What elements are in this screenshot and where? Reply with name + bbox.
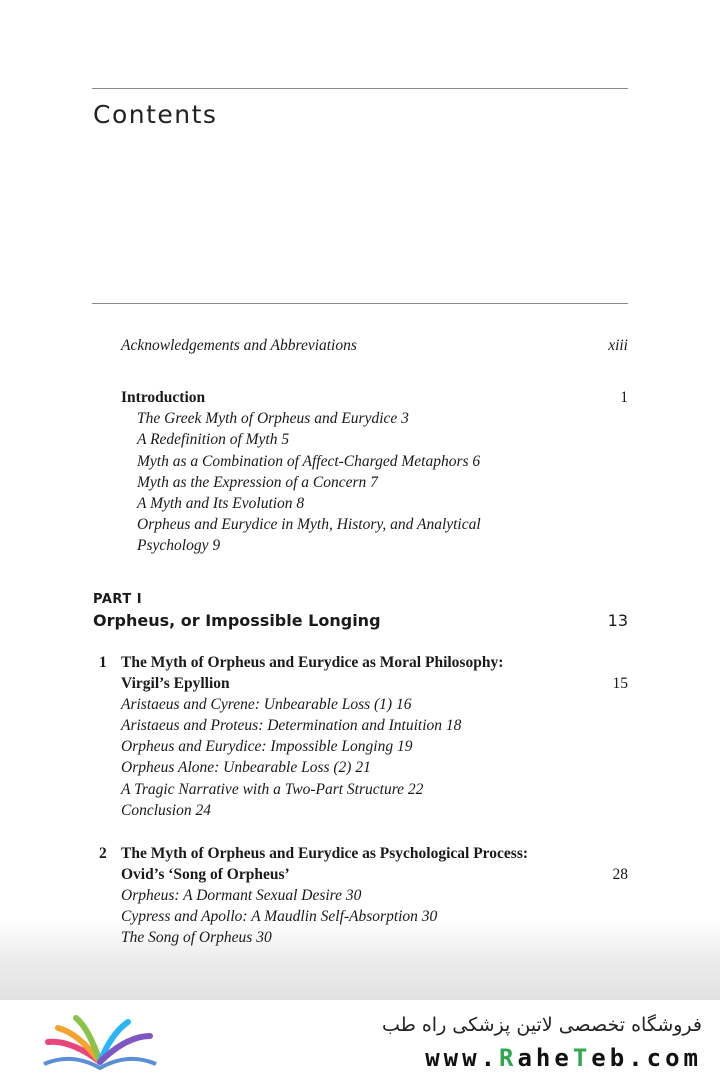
toc-subentry: A Redefinition of Myth 5	[137, 431, 290, 448]
part-title: Orpheus, or Impossible Longing	[93, 611, 381, 630]
url-prefix: www.	[425, 1044, 500, 1072]
toc-subentry: Cypress and Apollo: A Maudlin Self-Absorption 30	[121, 908, 438, 925]
url-brand-r: R	[499, 1044, 518, 1072]
url-brand-mid: ahe	[517, 1044, 573, 1072]
toc-subentry: A Tragic Narrative with a Two-Part Structure 22	[121, 781, 424, 798]
chapter-title-cont: Virgil’s Epyllion	[121, 675, 230, 692]
toc-subentry: The Song of Orpheus 30	[121, 929, 272, 946]
watermark-footer	[0, 1000, 720, 1080]
part-page: 13	[607, 611, 628, 630]
chapter-title: The Myth of Orpheus and Eurydice as Moral Philosophy:	[121, 654, 504, 671]
toc-subentry: Orpheus and Eurydice: Impossible Longing 19	[121, 738, 413, 755]
section-rule	[92, 303, 628, 304]
toc-introduction-page: 1	[620, 389, 628, 406]
toc-subentry: Orpheus: A Dormant Sexual Desire 30	[121, 887, 362, 904]
toc-subentry: The Greek Myth of Orpheus and Eurydice 3	[137, 410, 409, 427]
part-label: PART I	[93, 592, 143, 607]
open-book-logo	[40, 1012, 160, 1072]
chapter-page: 15	[612, 675, 628, 692]
url-brand-t: T	[572, 1044, 592, 1072]
toc-subentry: Aristaeus and Cyrene: Unbearable Loss (1) 16	[121, 696, 412, 713]
toc-subentry: Psychology 9	[137, 537, 221, 554]
toc-subentry: Orpheus and Eurydice in Myth, History, and Analytical	[137, 516, 481, 533]
url-brand-end: eb	[591, 1044, 629, 1072]
chapter-page: 28	[612, 866, 628, 883]
toc-subentry: Orpheus Alone: Unbearable Loss (2) 21	[121, 759, 371, 776]
toc-subentry: A Myth and Its Evolution 8	[137, 495, 305, 512]
toc-front-matter: Acknowledgements and Abbreviations	[121, 337, 357, 354]
toc-subentry: Myth as the Expression of a Concern 7	[137, 474, 378, 491]
toc-introduction: Introduction	[121, 389, 206, 406]
toc-subentry: Conclusion 24	[121, 802, 211, 819]
chapter-number: 1	[99, 654, 107, 671]
chapter-number: 2	[99, 845, 107, 862]
toc-subentry: Myth as a Combination of Affect-Charged Metaphors 6	[137, 453, 481, 470]
chapter-title: The Myth of Orpheus and Eurydice as Psychological Process:	[121, 845, 529, 862]
toc-subentry: Aristaeus and Proteus: Determination and Intuition 18	[121, 717, 462, 734]
chapter-title-cont: Ovid’s ‘Song of Orpheus’	[121, 866, 290, 883]
shop-name: فروشگاه تخصصی لاتین پزشکی راه طب	[382, 1014, 702, 1036]
toc-front-matter-page: xiii	[608, 337, 628, 354]
website-url	[425, 1044, 702, 1072]
page-title: Contents	[93, 100, 218, 129]
url-suffix: .com	[628, 1044, 702, 1072]
top-rule	[92, 88, 628, 89]
